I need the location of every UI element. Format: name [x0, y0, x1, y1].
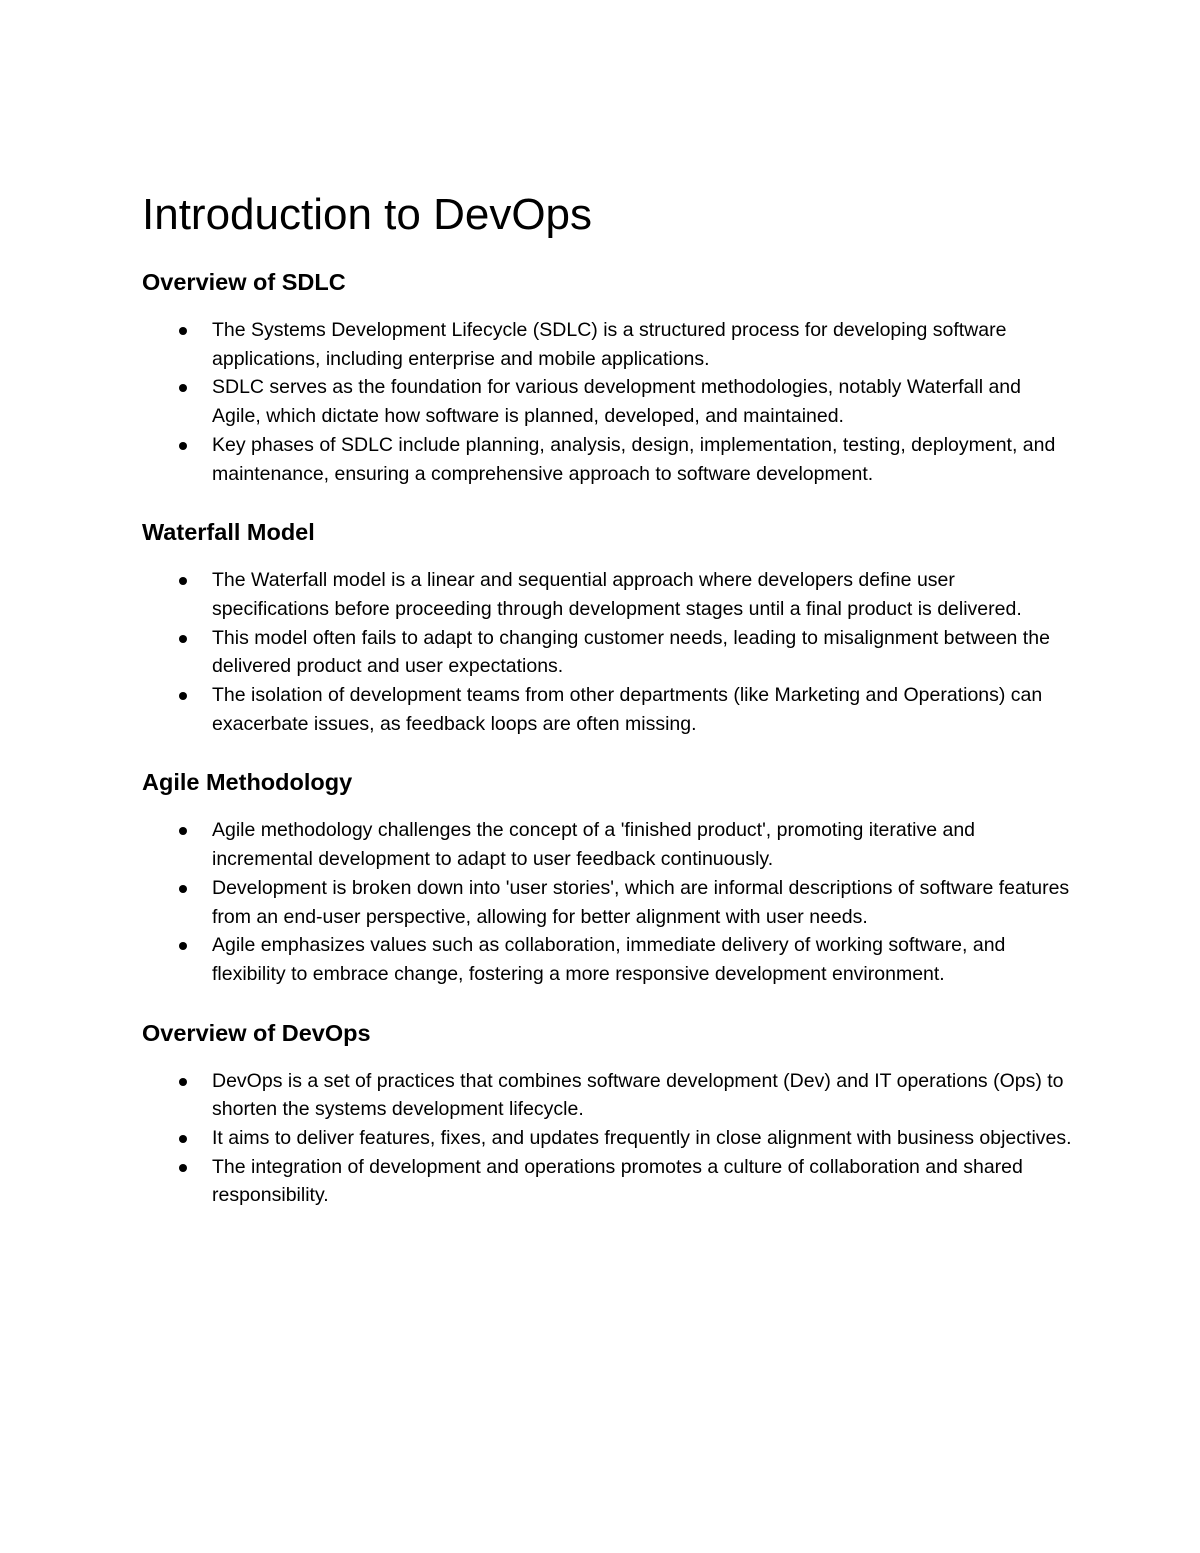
bullet-icon — [179, 1135, 187, 1143]
list-item — [142, 624, 1072, 681]
section-heading-sdlc: Overview of SDLC — [142, 269, 346, 295]
list-item-text: The Waterfall model is a linear and sequential approach where developers define user specifications before proceeding through development stages until a final product is delivered. — [212, 569, 1022, 620]
bullet-list-waterfall — [142, 566, 1072, 738]
list-item-text: It aims to deliver features, fixes, and updates frequently in close alignment with business objectives. — [212, 1127, 1072, 1150]
list-item-text: The isolation of development teams from other departments (like Marketing and Operations) can exacerbate issues, as feedback loops are often missing. — [212, 684, 1043, 735]
list-item — [142, 566, 1072, 623]
section-heading-agile: Agile Methodology — [142, 769, 353, 796]
bullet-icon — [179, 384, 187, 392]
bullet-icon — [179, 635, 187, 643]
bullet-icon — [179, 1078, 187, 1086]
list-item — [142, 681, 1072, 738]
bullet-list-devops — [142, 1067, 1072, 1211]
bullet-icon — [179, 577, 187, 585]
list-item-text: Development is broken down into 'user stories', which are informal descriptions of software features from an end-user perspective, allowing for better alignment with user needs. — [212, 876, 1070, 928]
list-item — [142, 431, 1072, 488]
list-item — [142, 874, 1072, 931]
list-item-text: This model often fails to adapt to changing customer needs, leading to misalignment between the delivered product and user expectations. — [212, 626, 1050, 678]
bullet-icon — [179, 692, 187, 700]
list-item-text: The Systems Development Lifecycle (SDLC) is a structured process for developing software applications, including enterprise and mobile applications. — [212, 319, 1007, 370]
bullet-icon — [179, 442, 187, 450]
list-item-text: Agile methodology challenges the concept of a 'finished product', promoting iterative and incremental development to adapt to user feedback continuously. — [212, 819, 976, 871]
list-item-text: DevOps is a set of practices that combines software development (Dev) and IT operations (Ops) to shorten the systems development lifecycle. — [212, 1069, 1064, 1121]
list-item — [142, 373, 1072, 430]
list-item — [142, 1124, 1072, 1153]
list-item — [142, 931, 1072, 988]
list-item — [142, 1153, 1072, 1210]
list-item — [142, 1067, 1072, 1124]
list-item — [142, 316, 1072, 373]
bullet-icon — [179, 885, 187, 893]
bullet-list-agile — [142, 816, 1072, 988]
list-item-text: SDLC serves as the foundation for various development methodologies, notably Waterfall and Agile, which dictate how software is planned, developed, and maintained. — [212, 376, 1021, 428]
section-heading-devops: Overview of DevOps — [142, 1019, 371, 1046]
list-item-text: Key phases of SDLC include planning, analysis, design, implementation, testing, deployment, and maintenance, ensuring a comprehensive approach to software development. — [212, 433, 1056, 485]
bullet-icon — [179, 942, 187, 950]
list-item-text: The integration of development and operations promotes a culture of collaboration and shared responsibility. — [212, 1155, 1023, 1207]
list-item-text: Agile emphasizes values such as collaboration, immediate delivery of working software, and flexibility to embrace change, fostering a more responsive development environment. — [212, 934, 1006, 985]
bullet-icon — [179, 327, 187, 335]
document-page — [142, 188, 1072, 1238]
document-title: Introduction to DevOps — [142, 190, 593, 239]
bullet-icon — [179, 1164, 187, 1172]
list-item — [142, 816, 1072, 873]
section-heading-waterfall: Waterfall Model — [142, 519, 315, 546]
bullet-list-sdlc — [142, 316, 1072, 488]
bullet-icon — [179, 827, 187, 835]
